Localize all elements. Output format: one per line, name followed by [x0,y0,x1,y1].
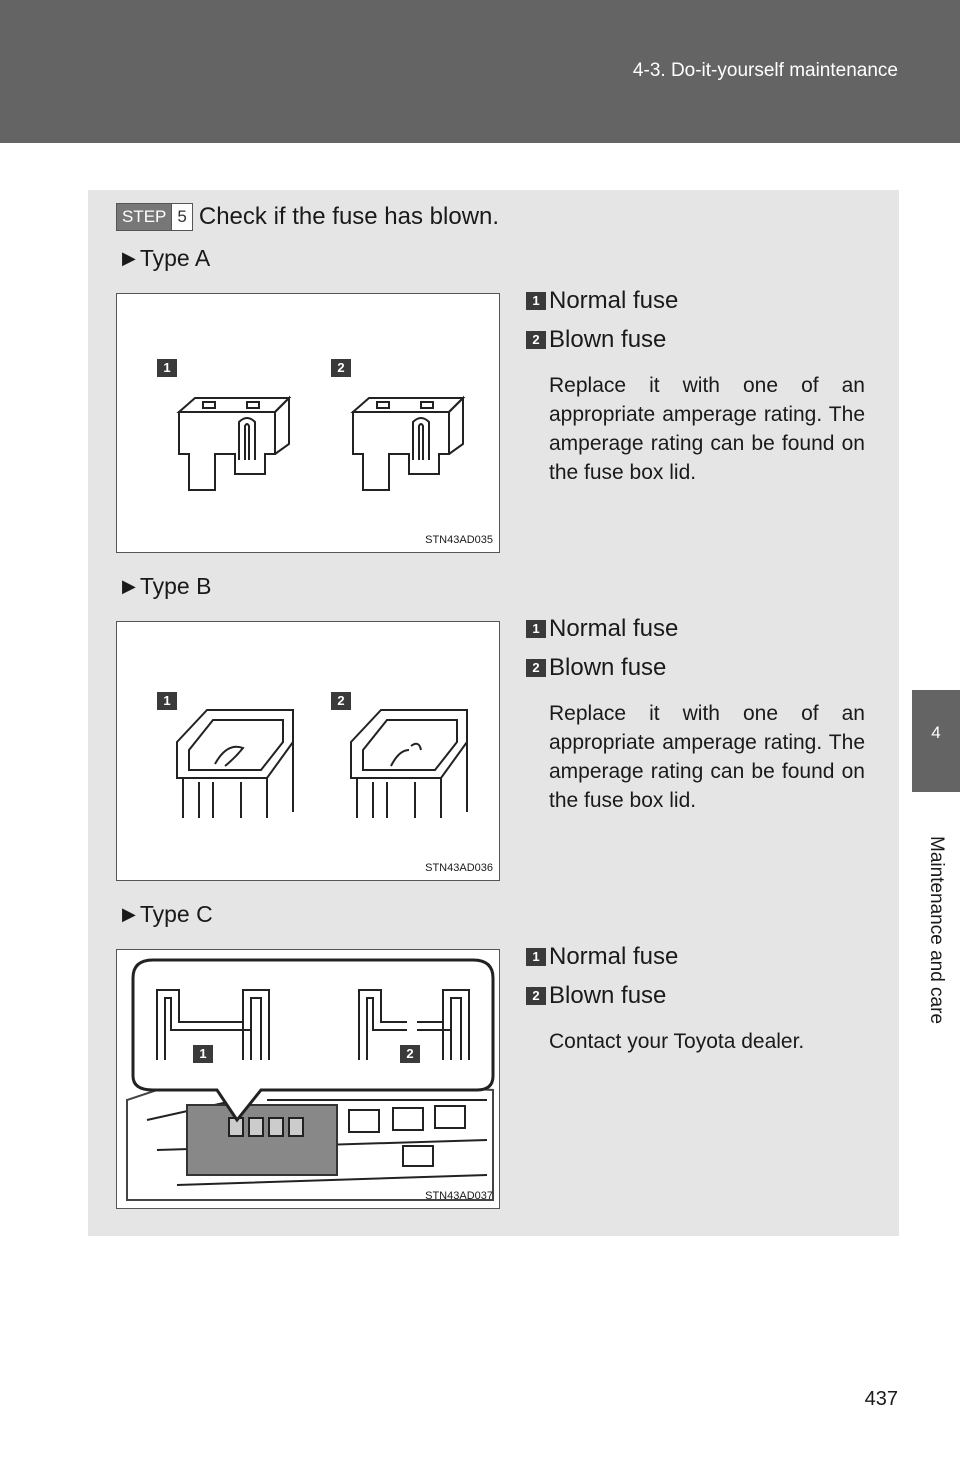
page-header [0,0,960,143]
type-label: Type B [139,573,212,599]
figure-type-c [116,949,500,1209]
page-number: 437 [864,1388,898,1410]
figure-code: STN43AD035 [425,534,493,546]
legend-marker-1: 1 [526,292,546,310]
step-heading [116,203,499,231]
chapter-label: Maintenance and care [926,835,947,1025]
triangle-icon: ▶ [122,904,136,924]
legend-marker-1: 1 [526,620,546,638]
marker-1: 1 [157,692,177,710]
legend-normal [526,287,678,315]
blade-fuse-illustration [117,294,501,554]
type-b-heading [122,573,211,600]
chapter-tab-number[interactable]: 4 [912,690,960,792]
legend-marker-2: 2 [526,987,546,1005]
legend-marker-2: 2 [526,331,546,349]
triangle-icon: ▶ [122,248,136,268]
type-label: Type C [139,901,213,927]
figure-code: STN43AD037 [425,1190,493,1202]
step-badge-number: 5 [171,204,191,230]
legend-marker-2: 2 [526,659,546,677]
type-a-heading [122,245,210,272]
legend-blown [526,982,666,1010]
legend-text: Blown fuse [549,654,667,681]
cartridge-fuse-illustration [117,622,501,882]
figure-type-a [116,293,500,553]
type-label: Type A [139,245,211,271]
legend-text: Normal fuse [549,615,679,642]
marker-1: 1 [157,359,177,377]
step-text: Check if the fuse has blown. [198,203,500,230]
description: Replace it with one of an appropriate amperage rating. The amperage rating can be found on the fuse box lid. [549,702,865,812]
marker-2: 2 [331,359,351,377]
step-badge [116,203,193,231]
legend-blown [526,654,666,682]
legend-normal [526,615,678,643]
section-title: 4-3. Do-it-yourself maintenance [632,60,898,81]
chapter-tab-label [912,800,960,1060]
legend-text: Normal fuse [549,943,679,970]
legend-marker-1: 1 [526,948,546,966]
marker-1: 1 [193,1045,213,1063]
marker-2: 2 [400,1045,420,1063]
step-badge-word: STEP [122,207,167,226]
marker-2: 2 [331,692,351,710]
legend-blown [526,326,666,354]
type-c-heading [122,901,213,928]
legend-text: Normal fuse [549,287,679,314]
fuse-box-illustration [117,950,501,1210]
description: Contact your Toyota dealer. [549,1030,805,1053]
figure-code: STN43AD036 [425,862,493,874]
description: Replace it with one of an appropriate amperage rating. The amperage rating can be found on the fuse box lid. [549,374,865,484]
legend-text: Blown fuse [549,982,667,1009]
legend-normal [526,943,678,971]
figure-type-b [116,621,500,881]
triangle-icon: ▶ [122,576,136,596]
legend-text: Blown fuse [549,326,667,353]
